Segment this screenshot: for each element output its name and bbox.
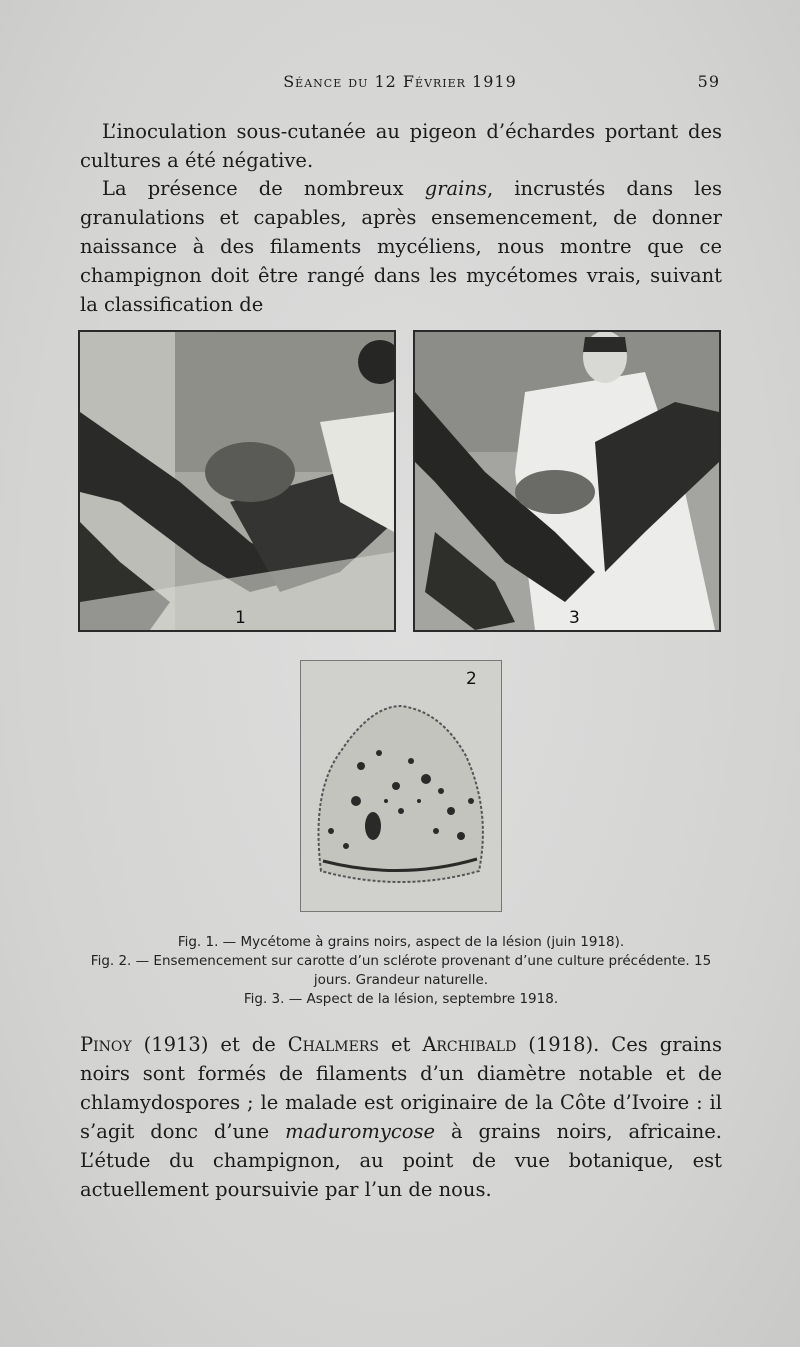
- running-header: [80, 72, 720, 96]
- figure-2-number: 2: [466, 669, 477, 689]
- paragraph-inoculation: L’inoculation sous-cutanée au pigeon d’échardes portant des cultures a été négative.: [80, 120, 722, 172]
- caption-figure-1: Fig. 1. — Mycétome à grains noirs, aspect de la lésion (juin 1918).: [177, 934, 625, 950]
- caption-figure-3: Fig. 3. — Aspect de la lésion, septembre 1918.: [243, 991, 559, 1007]
- author-chalmers: Chalmers: [287, 1033, 379, 1056]
- figure-3-photo: [413, 330, 721, 632]
- figure-2-culture: [300, 660, 502, 912]
- paragraph-grains: [80, 174, 722, 319]
- p2-text-start: La présence de nombreux: [102, 177, 425, 200]
- author-pinoy: Pinoy: [80, 1033, 132, 1056]
- connector-1: et de: [220, 1033, 276, 1056]
- page-number: 59: [697, 72, 720, 91]
- year-1913: (1913): [143, 1033, 209, 1056]
- p2-text-rest: , incrustés dans les granulations et capables, après ensemencement, de donner naissance à des filaments mycéliens, nous montre que ce champignon doit être rangé dans les mycétomes vrais, suivant la classification de: [80, 177, 722, 316]
- year-1918: (1918).: [528, 1033, 600, 1056]
- connector-2: et: [390, 1033, 411, 1056]
- paragraph-classification: [80, 1030, 722, 1204]
- caption-figure-2: Fig. 2. — Ensemencement sur carotte d’un sclérote provenant d’une culture précédente. 15 jours. Grandeur naturelle.: [90, 953, 712, 988]
- p2-italic-grains: grains: [424, 177, 487, 200]
- figure-1-number: 1: [235, 608, 246, 628]
- p3-text-a: Ces grains noirs sont formés de filaments d’un diamètre notable et de chlamydospores ; le malade est originaire de la Côte d’Ivoire : il s’agit donc d’une: [80, 1033, 722, 1143]
- author-archibald: Archibald: [422, 1033, 517, 1056]
- p3-italic-maduromycose: maduromycose: [285, 1120, 436, 1143]
- figure-3-number: 3: [569, 608, 580, 628]
- figure-1-photo: [78, 330, 396, 632]
- p3-text-b: à grains noirs, africaine. L’étude du champignon, au point de vue botanique, est actuellement poursuivie par l’un de nous.: [80, 1120, 723, 1201]
- header-title: Séance du 12 Février 1919: [283, 72, 517, 91]
